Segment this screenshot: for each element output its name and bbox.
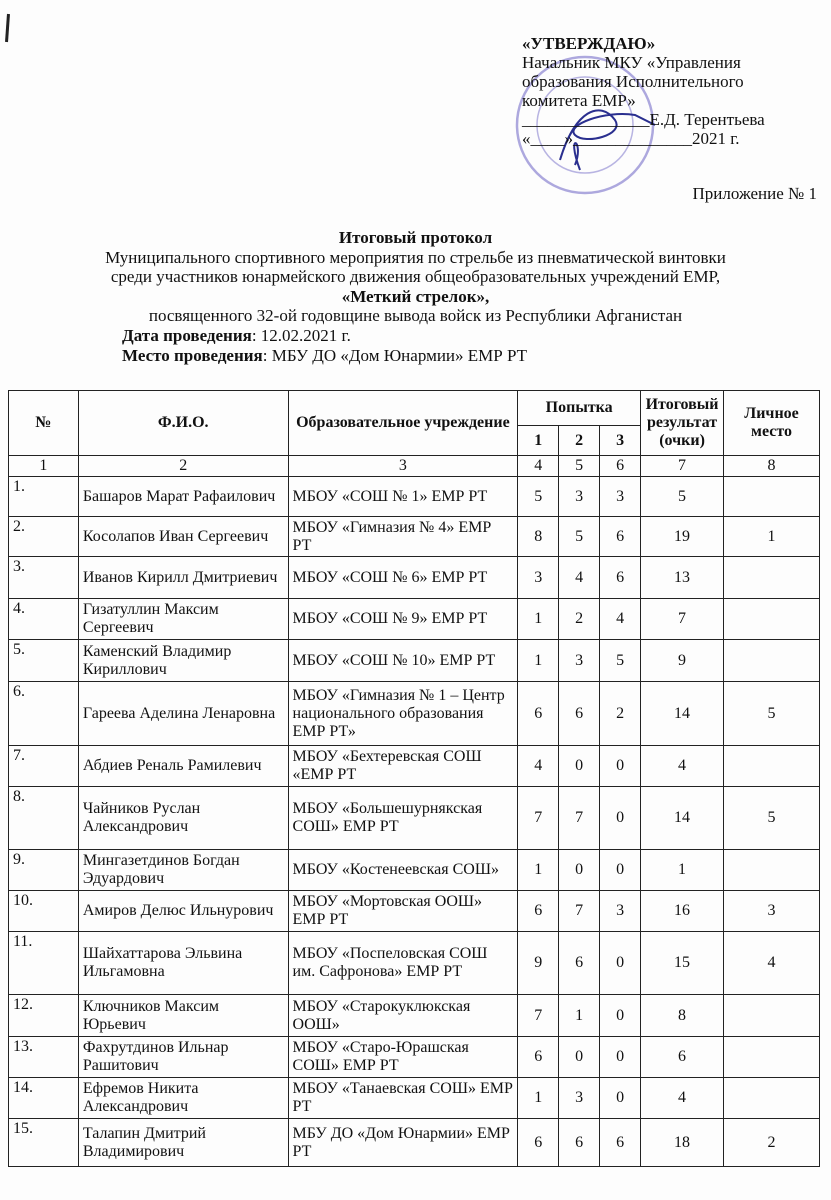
cell-school: МБОУ «Бехтеревская СОШ «ЕМР РТ: [288, 746, 518, 787]
cell-total: 7: [641, 599, 724, 640]
date-line: «____»______________2021 г.: [522, 129, 740, 148]
cell-a2: 1: [559, 995, 600, 1037]
cell-a3: 3: [600, 891, 641, 932]
cell-total: 15: [641, 932, 724, 995]
cell-name: Талапин Дмитрий Владимирович: [78, 1119, 288, 1167]
cell-total: 6: [641, 1037, 724, 1078]
cell-school: МБОУ «Гимназия № 1 – Центр национального образования ЕМР РТ»: [288, 682, 518, 746]
title-line: посвященного 32-ой годовщине вывода войск из Республики Афганистан: [148, 306, 683, 325]
cell-name: Шайхаттарова Эльвина Ильгамовна: [78, 932, 288, 995]
cell-n: 10.: [9, 891, 79, 932]
cell-place: 1: [724, 517, 820, 557]
place-value: : МБУ ДО «Дом Юнармии» ЕМР РТ: [262, 345, 528, 365]
table-row: [9, 599, 820, 640]
cell-a2: 6: [559, 1119, 600, 1167]
cell-a2: 6: [559, 682, 600, 746]
date-value: : 12.02.2021 г.: [251, 326, 351, 345]
cell-a3: 5: [600, 640, 641, 682]
table-row: [9, 1037, 820, 1078]
cell-name: Ключников Максим Юрьевич: [78, 995, 288, 1037]
cell-a3: 0: [600, 995, 641, 1037]
cell-a1: 3: [518, 557, 559, 599]
cell-total: 14: [641, 787, 724, 850]
table-row: [9, 1078, 820, 1119]
approval-line: комитета ЕМР»: [522, 91, 636, 110]
approval-block: [522, 34, 765, 148]
cell-place: [724, 850, 820, 891]
cell-name: Каменский Владимир Кириллович: [78, 640, 288, 682]
cell-a1: 6: [518, 682, 559, 746]
cell-place: [724, 557, 820, 599]
header-total: Итоговый результат (очки): [641, 391, 724, 456]
cell-a2: 7: [559, 891, 600, 932]
cell-n: 13.: [9, 1037, 79, 1078]
table-row: [9, 477, 820, 517]
cell-total: 4: [641, 746, 724, 787]
cell-a2: 4: [559, 557, 600, 599]
cell-school: МБОУ «Костенеевская СОШ»: [288, 850, 518, 891]
column-number: 4: [518, 456, 559, 477]
cell-a2: 5: [559, 517, 600, 557]
cell-total: 9: [641, 640, 724, 682]
column-number: 1: [9, 456, 79, 477]
cell-a1: 1: [518, 640, 559, 682]
cell-total: 5: [641, 477, 724, 517]
cell-school: МБОУ «Поспеловская СОШ им. Сафронова» ЕМР РТ: [288, 932, 518, 995]
cell-n: 14.: [9, 1078, 79, 1119]
cell-name: Мингазетдинов Богдан Эдуардович: [78, 850, 288, 891]
approval-heading: «УТВЕРЖДАЮ»: [522, 34, 656, 53]
cell-a2: 3: [559, 640, 600, 682]
title-line: среди участников юнармейского движения общеобразовательных учреждений ЕМР,: [110, 267, 721, 286]
cell-a2: 2: [559, 599, 600, 640]
cell-a3: 2: [600, 682, 641, 746]
cell-n: 1.: [9, 477, 79, 517]
cell-n: 4.: [9, 599, 79, 640]
cell-a3: 0: [600, 787, 641, 850]
document-title: [0, 228, 831, 326]
cell-place: [724, 995, 820, 1037]
table-row: [9, 557, 820, 599]
cell-name: Гареева Аделина Ленаровна: [78, 682, 288, 746]
column-number: 3: [288, 456, 518, 477]
cell-a3: 0: [600, 1037, 641, 1078]
cell-name: Косолапов Иван Сергеевич: [78, 517, 288, 557]
cell-place: 4: [724, 932, 820, 995]
date-label: Дата проведения: [122, 326, 252, 345]
header-name: Ф.И.О.: [78, 391, 288, 456]
title-line: «Меткий стрелок»,: [341, 286, 490, 306]
cell-name: Иванов Кирилл Дмитриевич: [78, 557, 288, 599]
header-attempt-2: 2: [559, 426, 600, 456]
column-number: 5: [559, 456, 600, 477]
cell-n: 2.: [9, 517, 79, 557]
table-row: [9, 787, 820, 850]
cell-place: 3: [724, 891, 820, 932]
column-number: 2: [78, 456, 288, 477]
cell-a3: 3: [600, 477, 641, 517]
results-table: [8, 390, 820, 1167]
cell-total: 14: [641, 682, 724, 746]
cell-place: [724, 477, 820, 517]
cell-name: Абдиев Реналь Рамилевич: [78, 746, 288, 787]
cell-school: МБОУ «Мортовская ООШ» ЕМР РТ: [288, 891, 518, 932]
table-row: [9, 932, 820, 995]
cell-place: 5: [724, 682, 820, 746]
cell-total: 19: [641, 517, 724, 557]
table-row: [9, 640, 820, 682]
cell-n: 7.: [9, 746, 79, 787]
cell-n: 5.: [9, 640, 79, 682]
cell-n: 3.: [9, 557, 79, 599]
cell-n: 11.: [9, 932, 79, 995]
cell-a2: 0: [559, 1037, 600, 1078]
cell-name: Амиров Делюс Ильнурович: [78, 891, 288, 932]
header-attempt: Попытка: [518, 391, 641, 426]
cell-a2: 0: [559, 746, 600, 787]
table-row: [9, 517, 820, 557]
cell-n: 15.: [9, 1119, 79, 1167]
cell-a2: 7: [559, 787, 600, 850]
cell-total: 8: [641, 995, 724, 1037]
cell-place: [724, 746, 820, 787]
approval-line: Начальник МКУ «Управления: [522, 53, 741, 72]
cell-a1: 1: [518, 1078, 559, 1119]
event-meta: [122, 326, 527, 365]
cell-place: [724, 599, 820, 640]
cell-a3: 6: [600, 1119, 641, 1167]
cell-a1: 1: [518, 599, 559, 640]
cell-school: МБОУ «Гимназия № 4» ЕМР РТ: [288, 517, 518, 557]
cell-a2: 3: [559, 477, 600, 517]
cell-a1: 1: [518, 850, 559, 891]
cell-a2: 3: [559, 1078, 600, 1119]
header-attempt-3: 3: [600, 426, 641, 456]
cell-place: [724, 1078, 820, 1119]
table-row: [9, 891, 820, 932]
appendix-label: Приложение № 1: [692, 184, 817, 203]
header-school: Образовательное учреждение: [288, 391, 518, 456]
cell-name: Гизатуллин Максим Сергеевич: [78, 599, 288, 640]
column-number: 7: [641, 456, 724, 477]
cell-place: [724, 640, 820, 682]
cell-a1: 6: [518, 1037, 559, 1078]
cell-n: 12.: [9, 995, 79, 1037]
cell-school: МБОУ «Большешурнякская СОШ» ЕМР РТ: [288, 787, 518, 850]
cell-place: 2: [724, 1119, 820, 1167]
cell-n: 8.: [9, 787, 79, 850]
table-row: [9, 746, 820, 787]
cell-total: 13: [641, 557, 724, 599]
cell-school: МБОУ «СОШ № 6» ЕМР РТ: [288, 557, 518, 599]
cell-a1: 7: [518, 995, 559, 1037]
cell-place: 5: [724, 787, 820, 850]
cell-name: Ефремов Никита Александрович: [78, 1078, 288, 1119]
header-num: №: [9, 391, 79, 456]
cell-a2: 6: [559, 932, 600, 995]
header-place: Личное место: [724, 391, 820, 456]
approval-line: образования Исполнительного: [522, 72, 744, 91]
cell-a1: 8: [518, 517, 559, 557]
cell-a3: 0: [600, 1078, 641, 1119]
column-number: 6: [600, 456, 641, 477]
cell-school: МБУ ДО «Дом Юнармии» ЕМР РТ: [288, 1119, 518, 1167]
cell-a1: 6: [518, 891, 559, 932]
title-line: Итоговый протокол: [338, 228, 493, 247]
cell-a3: 0: [600, 746, 641, 787]
table-row: [9, 850, 820, 891]
table-row: [9, 682, 820, 746]
cell-school: МБОУ «СОШ № 9» ЕМР РТ: [288, 599, 518, 640]
cell-school: МБОУ «Танаевская СОШ» ЕМР РТ: [288, 1078, 518, 1119]
cell-total: 1: [641, 850, 724, 891]
cell-a3: 0: [600, 850, 641, 891]
table-row: [9, 1119, 820, 1167]
cell-school: МБОУ «СОШ № 1» ЕМР РТ: [288, 477, 518, 517]
cell-a3: 4: [600, 599, 641, 640]
cell-a3: 6: [600, 557, 641, 599]
cell-a1: 5: [518, 477, 559, 517]
cell-a1: 4: [518, 746, 559, 787]
cell-a1: 6: [518, 1119, 559, 1167]
cell-school: МБОУ «СОШ № 10» ЕМР РТ: [288, 640, 518, 682]
cell-name: Фахрутдинов Ильнар Рашитович: [78, 1037, 288, 1078]
cell-a3: 6: [600, 517, 641, 557]
cell-total: 4: [641, 1078, 724, 1119]
cell-a3: 0: [600, 932, 641, 995]
cell-total: 18: [641, 1119, 724, 1167]
cell-n: 9.: [9, 850, 79, 891]
cell-a2: 0: [559, 850, 600, 891]
cell-name: Башаров Марат Рафаилович: [78, 477, 288, 517]
cell-name: Чайников Руслан Александрович: [78, 787, 288, 850]
cell-place: [724, 1037, 820, 1078]
cell-a1: 9: [518, 932, 559, 995]
table-row: [9, 995, 820, 1037]
title-line: Муниципального спортивного мероприятия по стрельбе из пневматической винтовки: [105, 247, 726, 267]
margin-mark: [5, 14, 10, 42]
cell-n: 6.: [9, 682, 79, 746]
cell-school: МБОУ «Старо-Юрашская СОШ» ЕМР РТ: [288, 1037, 518, 1078]
cell-total: 16: [641, 891, 724, 932]
signature-line: _______________Е.Д. Терентьева: [522, 110, 765, 129]
cell-a1: 7: [518, 787, 559, 850]
place-label: Место проведения: [122, 345, 263, 365]
column-number: 8: [724, 456, 820, 477]
cell-school: МБОУ «Старокуклюкская ООШ»: [288, 995, 518, 1037]
header-attempt-1: 1: [518, 426, 559, 456]
